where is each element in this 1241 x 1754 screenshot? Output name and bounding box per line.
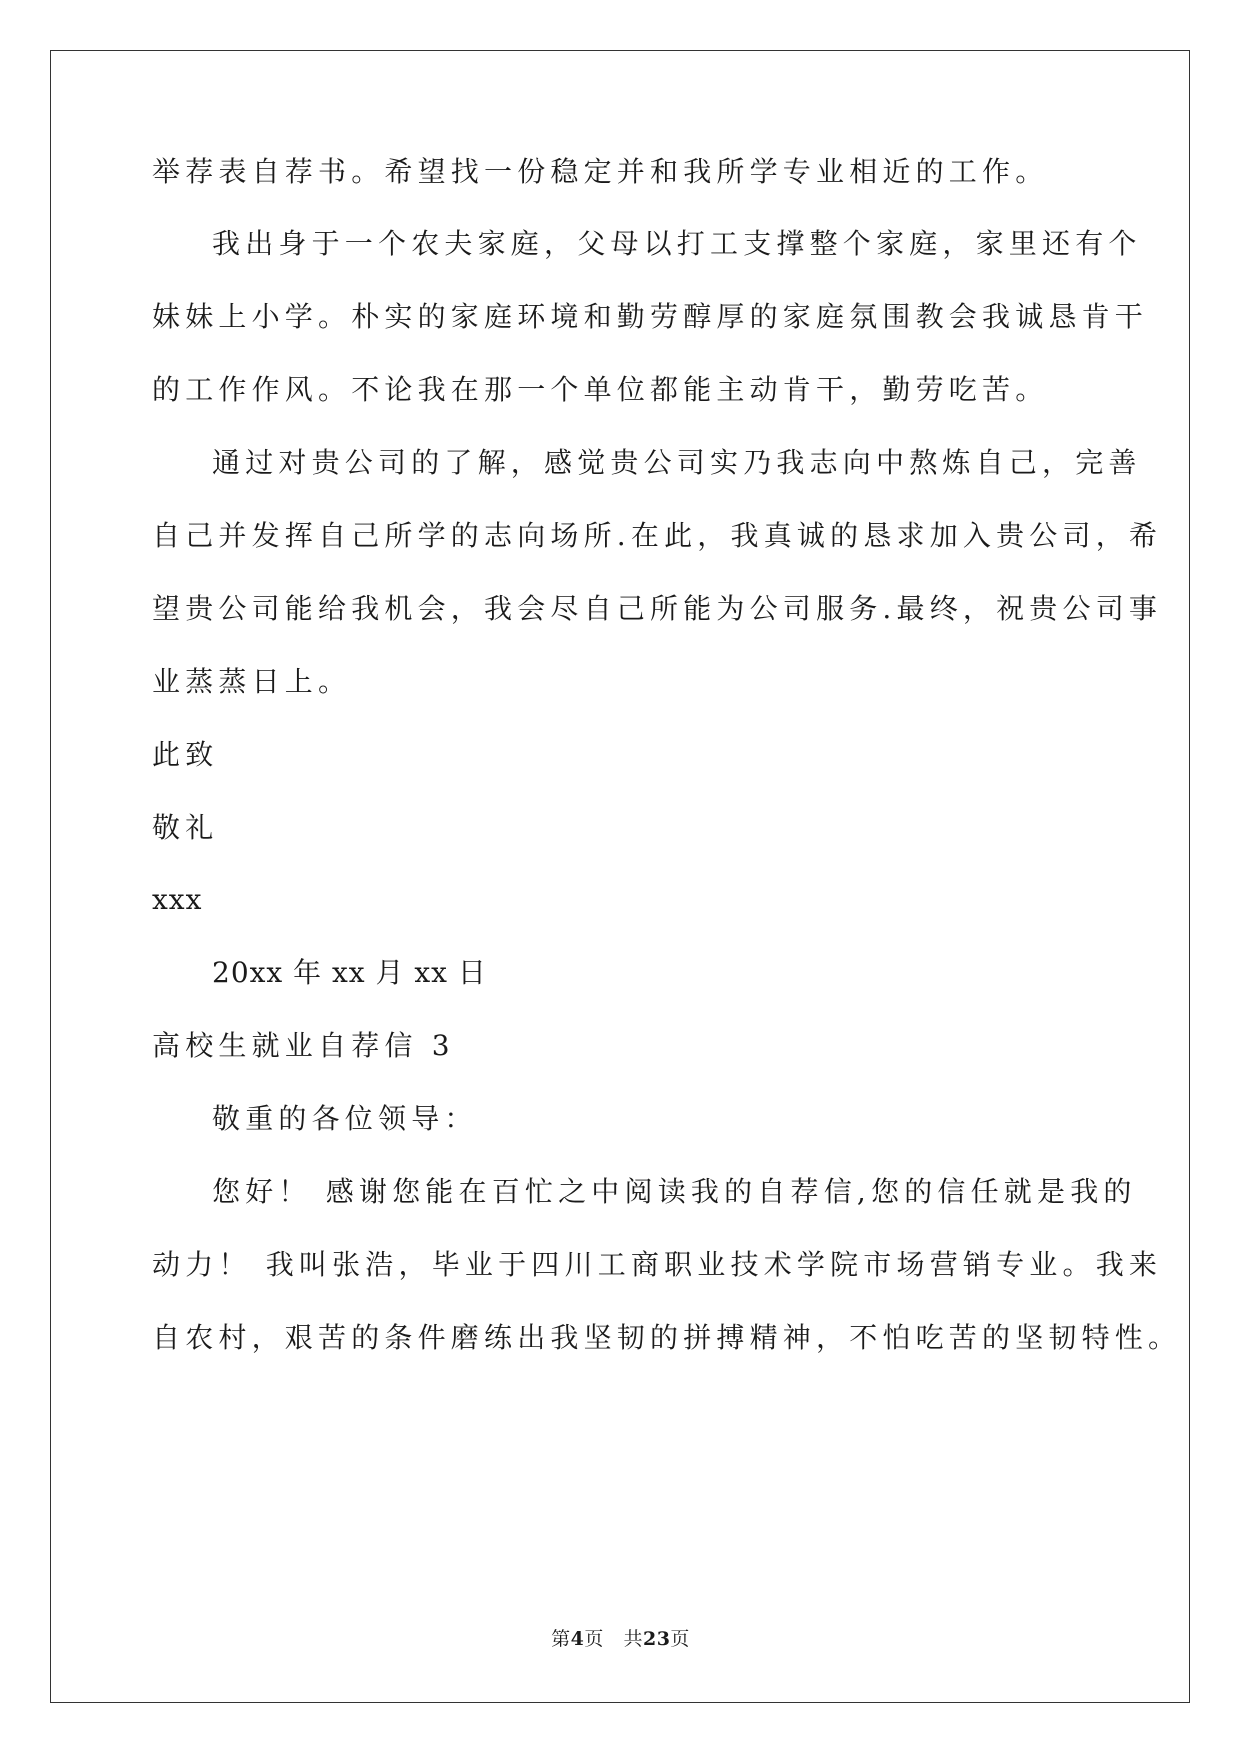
text-line: 自己并发挥自己所学的志向场所.在此，我真诚的恳求加入贵公司，希 xyxy=(152,519,1163,552)
page-footer xyxy=(0,1626,1241,1652)
paragraph-start: 您好！ 感谢您能在百忙之中阅读我的自荐信,您的信任就是我的 xyxy=(212,1175,1137,1208)
text-line: 自农村，艰苦的条件磨练出我坚韧的拼搏精神，不怕吃苦的坚韧特性。 xyxy=(152,1321,1182,1354)
text-line: 动力！ 我叫张浩，毕业于四川工商职业技术学院市场营销专业。我来 xyxy=(152,1248,1163,1281)
signature-name: xxx xyxy=(152,883,203,916)
footer-total-prefix: 共 xyxy=(623,1628,643,1650)
letter-date: 20xx 年 xx 月 xx 日 xyxy=(212,956,487,989)
text-line: 妹妹上小学。朴实的家庭环境和勤劳醇厚的家庭氛围教会我诚恳肯干 xyxy=(152,300,1149,333)
greeting: 敬重的各位领导： xyxy=(212,1102,478,1135)
text-line: 望贵公司能给我机会，我会尽自己所能为公司服务.最终，祝贵公司事 xyxy=(152,592,1163,625)
footer-page-suffix: 页 xyxy=(584,1628,604,1650)
closing-salutation: 此致 xyxy=(152,738,219,771)
paragraph-start: 通过对贵公司的了解，感觉贵公司实乃我志向中熬炼自己，完善 xyxy=(212,446,1142,479)
text-line: 举荐表自荐书。希望找一份稳定并和我所学专业相近的工作。 xyxy=(152,155,1049,188)
footer-total-suffix: 页 xyxy=(670,1628,690,1650)
closing-respect: 敬礼 xyxy=(152,811,219,844)
footer-page-prefix: 第 xyxy=(551,1628,571,1650)
text-line: 业蒸蒸日上。 xyxy=(152,665,352,698)
text-line: 的工作作风。不论我在那一个单位都能主动肯干，勤劳吃苦。 xyxy=(152,373,1049,406)
section-title: 高校生就业自荐信 3 xyxy=(152,1029,455,1062)
paragraph-start: 我出身于一个农夫家庭，父母以打工支撑整个家庭，家里还有个 xyxy=(212,227,1142,260)
footer-total-pages: 23 xyxy=(642,1628,671,1650)
footer-page-number: 4 xyxy=(570,1628,585,1650)
